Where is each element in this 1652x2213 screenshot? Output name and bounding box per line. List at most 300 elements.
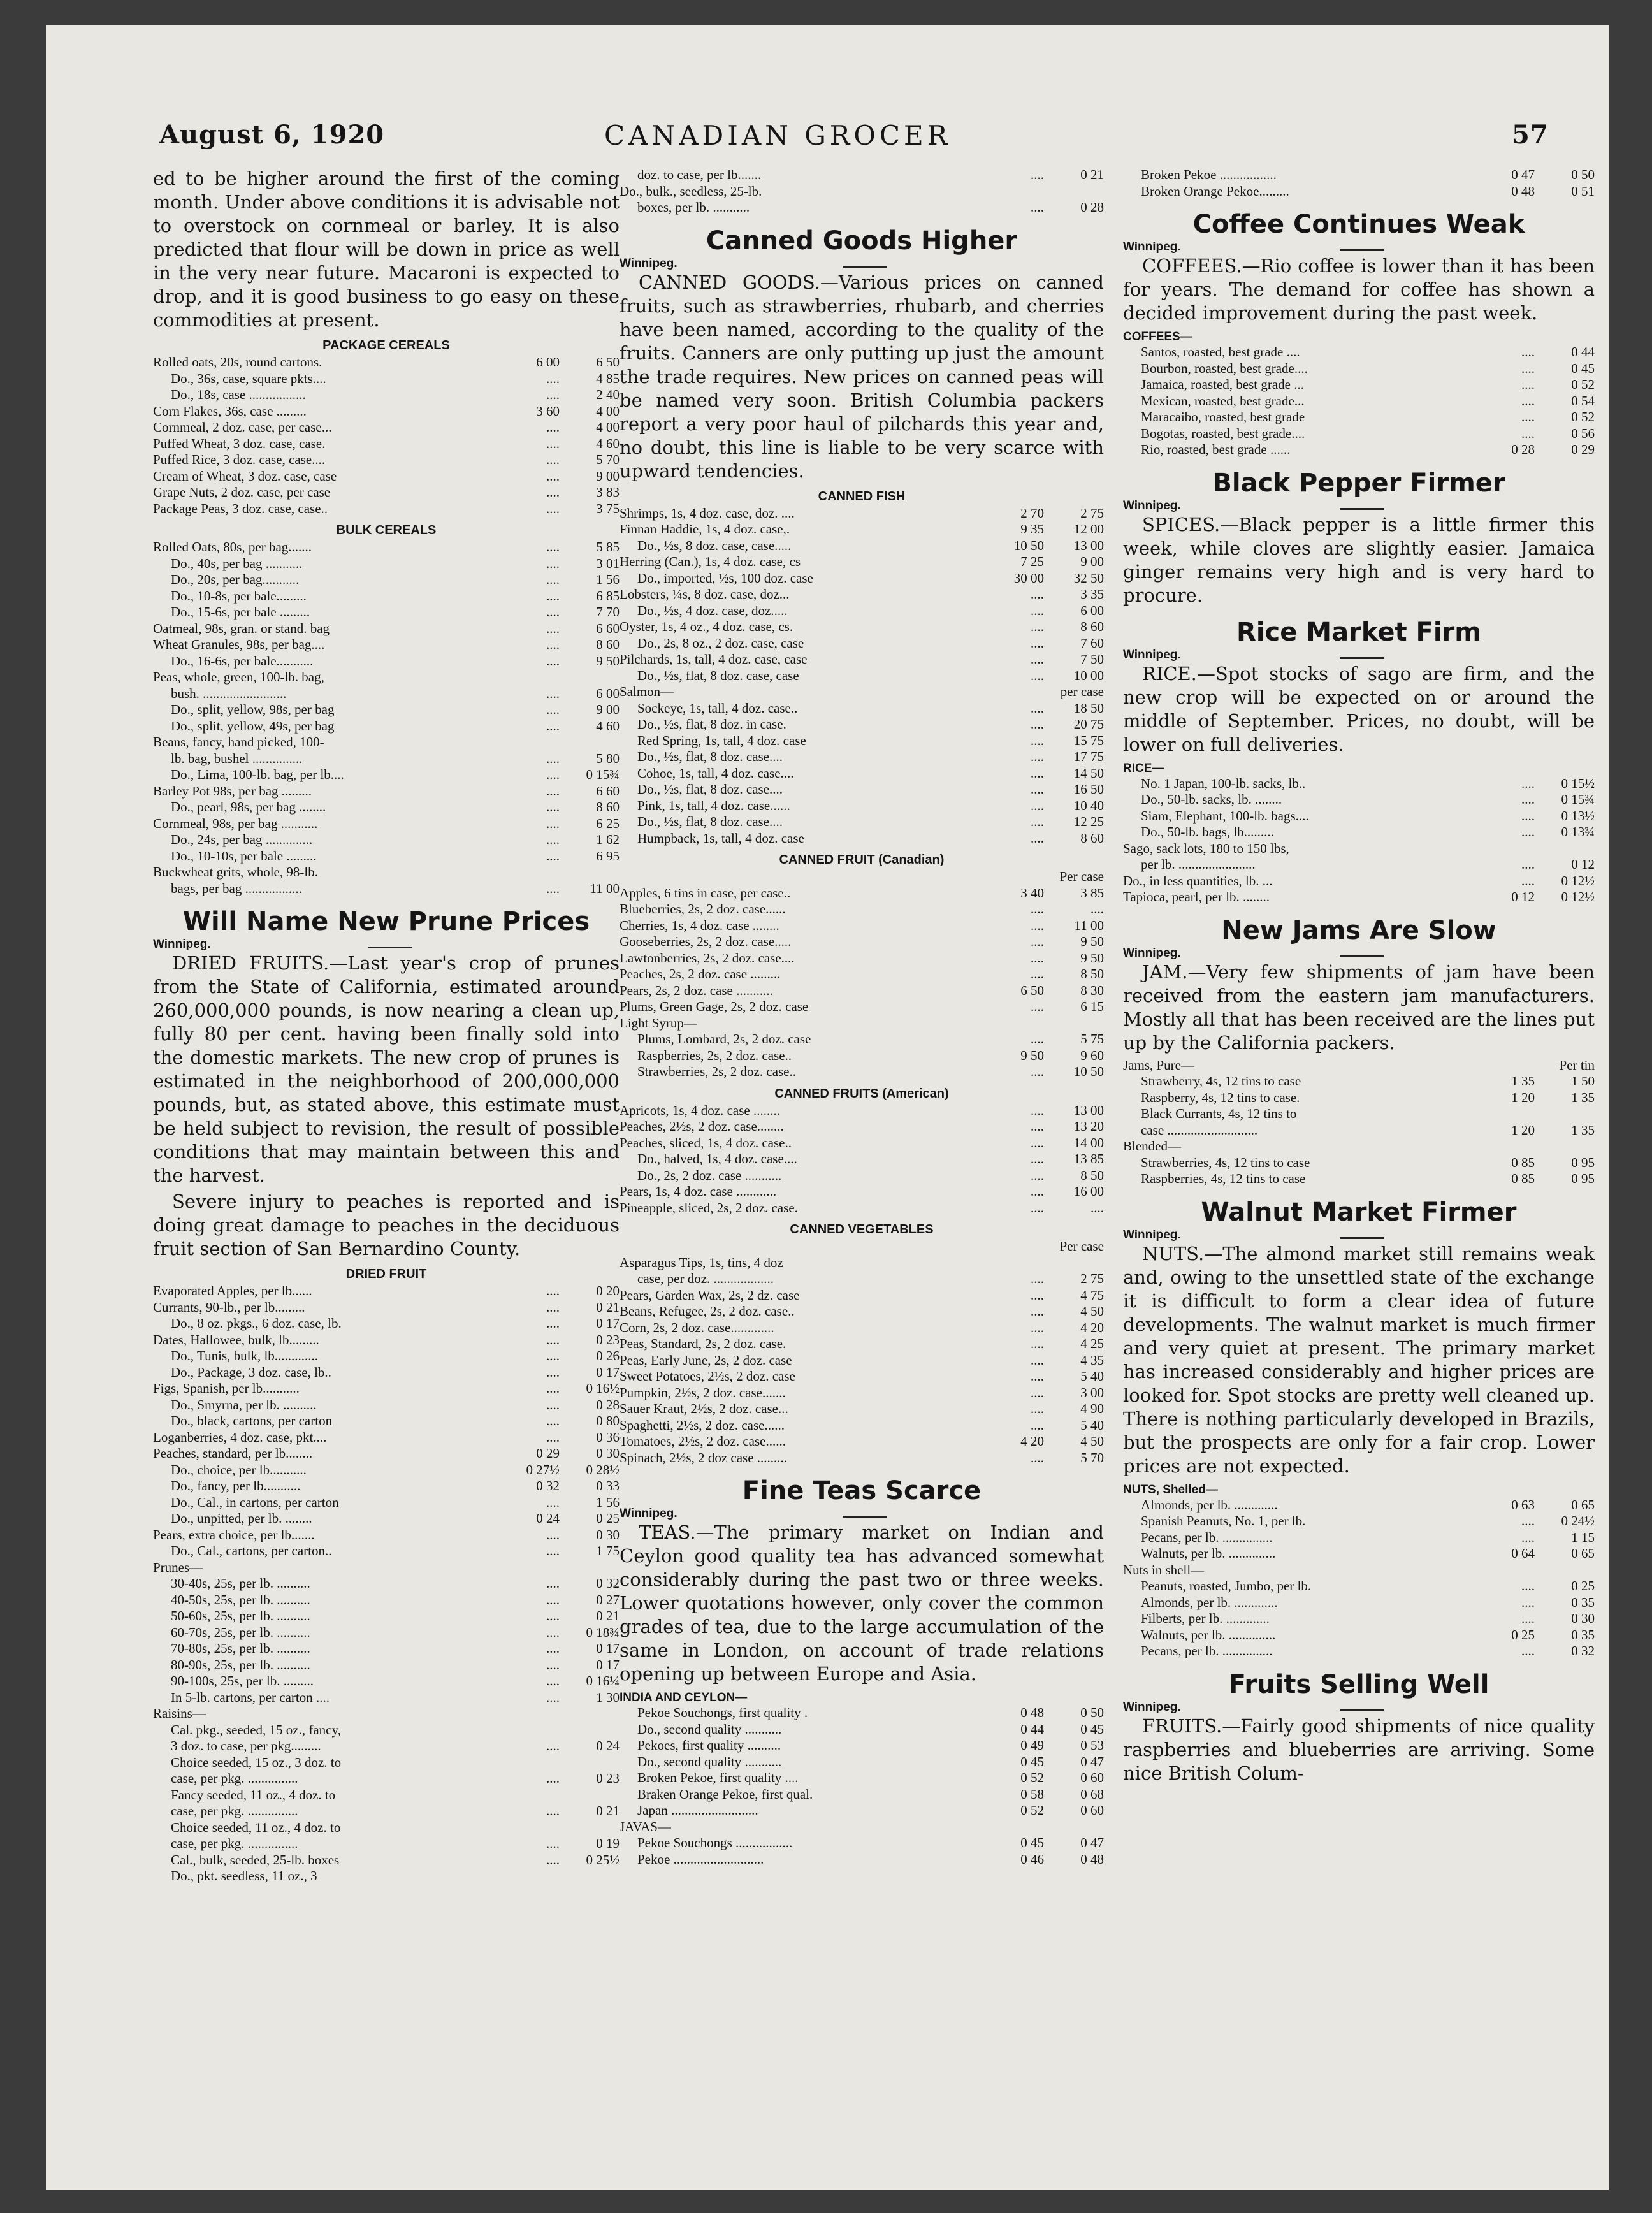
price-row (620, 983, 1104, 999)
item-description: Broken Orange Pekoe......... (1141, 183, 1289, 199)
price-row (620, 1803, 1104, 1819)
item-description: Do., 18s, case ................. (171, 387, 306, 402)
price-low: 0 32 (536, 1478, 560, 1493)
price-low: 0 29 (536, 1446, 560, 1461)
price-low: .... (546, 750, 560, 766)
price-low: .... (1521, 1529, 1535, 1545)
price-row (153, 637, 620, 653)
price-high: 12 25 (1073, 814, 1104, 829)
item-description: Humpback, 1s, tall, 4 doz. case (637, 830, 804, 846)
item-description: Cal. pkg., seeded, 15 oz., fancy, (171, 1722, 341, 1738)
dateline-rule (843, 1516, 887, 1518)
price-low (990, 1819, 1044, 1836)
item-description: Shrimps, 1s, 4 doz. case, doz. .... (620, 505, 795, 521)
price-low: .... (1521, 1611, 1535, 1626)
price-high: 0 35 (1571, 1627, 1595, 1643)
item-description: 60-70s, 25s, per lb. .......... (171, 1624, 310, 1640)
item-description: Cornmeal, 98s, per bag ........... (153, 815, 318, 831)
price-high: 0 21 (596, 1803, 620, 1818)
price-low (506, 864, 560, 881)
price-row (1123, 1497, 1595, 1514)
item-description: per lb. ....................... (1141, 857, 1256, 872)
item-description: Pekoe Souchongs, first quality . (637, 1705, 808, 1720)
price-high: 0 23 (596, 1771, 620, 1786)
price-high: 1 35 (1571, 1089, 1595, 1105)
item-description: Do., 2s, 2 doz. case ........... (637, 1167, 782, 1183)
price-low: 0 63 (1511, 1497, 1535, 1513)
price-row (620, 1303, 1104, 1320)
price-low: .... (546, 588, 560, 604)
column-middle (620, 167, 1104, 1868)
item-description: Do., halved, 1s, 4 doz. case.... (637, 1151, 797, 1166)
price-high: 3 83 (596, 484, 620, 500)
item-description: Do., split, yellow, 49s, per bag (171, 718, 335, 734)
price-low: .... (1031, 830, 1044, 846)
price-high: 0 60 (1080, 1803, 1104, 1818)
price-high: 0 36 (596, 1429, 620, 1445)
coffee-table (1123, 344, 1595, 458)
price-high: 3 35 (1080, 586, 1104, 602)
price-row (620, 684, 1104, 700)
price-row (153, 832, 620, 848)
price-high: 0 52 (1571, 377, 1595, 392)
item-description: Tapioca, pearl, per lb. ........ (1123, 889, 1270, 904)
dateline-rule (1340, 249, 1384, 251)
item-description: Finnan Haddie, 1s, 4 doz. case,. (620, 521, 790, 537)
price-high: 0 17 (596, 1657, 620, 1672)
price-high: 3 00 (1080, 1384, 1104, 1400)
price-high: 0 29 (1571, 442, 1595, 457)
price-high (1535, 1562, 1595, 1579)
item-description: Cohoe, 1s, tall, 4 doz. case.... (637, 765, 794, 781)
item-description: Do., Cal., in cartons, per carton (171, 1494, 339, 1510)
price-high (1044, 1255, 1104, 1272)
item-description: Jams, Pure— (1123, 1057, 1194, 1073)
item-description: Strawberry, 4s, 12 tins to case (1141, 1073, 1301, 1089)
price-high: 8 50 (1080, 966, 1104, 982)
price-row (153, 572, 620, 588)
price-row (1123, 857, 1595, 873)
price-row (620, 1770, 1104, 1787)
price-high: 0 18¾ (586, 1624, 620, 1640)
price-high: 0 44 (1571, 344, 1595, 359)
price-low: .... (546, 1836, 560, 1851)
price-low: .... (1521, 344, 1535, 359)
price-low: 1 35 (1511, 1073, 1535, 1089)
item-description: Plums, Lombard, 2s, 2 doz. case (637, 1031, 811, 1047)
price-high: 0 21 (1080, 167, 1104, 182)
item-description: Broken Pekoe ................. (1141, 167, 1277, 182)
item-description: Do., choice, per lb........... (171, 1462, 307, 1477)
price-high: 0 17 (596, 1316, 620, 1331)
item-description: Lawtonberries, 2s, 2 doz. case.... (620, 950, 795, 966)
item-description: Sockeye, 1s, tall, 4 doz. case.. (637, 700, 798, 716)
price-high: 16 00 (1073, 1184, 1104, 1199)
page-number: 57 (1512, 120, 1549, 150)
price-row (153, 1462, 620, 1479)
price-low: .... (546, 468, 560, 484)
price-high: 0 65 (1571, 1546, 1595, 1561)
price-row (153, 1706, 620, 1722)
nuts-shelled-label: NUTS, Shelled— (1123, 1483, 1218, 1497)
price-low: .... (546, 1283, 560, 1298)
price-row (620, 814, 1104, 831)
price-high: 0 30 (596, 1527, 620, 1542)
price-low: .... (1521, 393, 1535, 409)
item-description: Sago, sack lots, 180 to 150 lbs, (1123, 840, 1289, 856)
price-row (153, 621, 620, 637)
price-row (153, 1300, 620, 1316)
item-description: Bogotas, roasted, best grade.... (1141, 425, 1305, 441)
price-low: .... (1031, 917, 1044, 933)
price-high: 0 47 (1080, 1753, 1104, 1769)
price-row (620, 869, 1104, 885)
item-description: Black Currants, 4s, 12 tins to (1141, 1106, 1297, 1121)
price-row (620, 1151, 1104, 1168)
price-low (990, 1015, 1044, 1032)
price-high: 0 80 (596, 1413, 620, 1428)
price-low: .... (1031, 950, 1044, 966)
price-row (153, 734, 620, 751)
dateline-text: Winnipeg. (153, 938, 211, 951)
price-high: .... (1090, 901, 1104, 917)
price-low (1481, 1138, 1535, 1155)
price-low: .... (1031, 651, 1044, 667)
price-high (560, 1706, 620, 1722)
item-description: Asparagus Tips, 1s, tins, 4 doz (620, 1254, 783, 1270)
price-low: 0 24 (536, 1511, 560, 1526)
price-low: .... (1521, 425, 1535, 441)
price-low: .... (546, 1299, 560, 1315)
item-description: Beans, fancy, hand picked, 100- (153, 734, 324, 750)
price-high: 4 35 (1080, 1352, 1104, 1368)
price-row (620, 1200, 1104, 1217)
price-low: .... (1521, 1578, 1535, 1593)
price-row (1123, 1643, 1595, 1660)
price-row (1123, 393, 1595, 410)
price-low: .... (1031, 200, 1044, 215)
price-row (1123, 409, 1595, 426)
price-row (1123, 1578, 1595, 1595)
price-row (620, 1368, 1104, 1385)
item-description: Nuts in shell— (1123, 1562, 1205, 1578)
price-low: .... (1031, 1184, 1044, 1199)
price-row (620, 635, 1104, 652)
price-low: .... (546, 500, 560, 516)
price-row (153, 1283, 620, 1300)
price-row (620, 554, 1104, 570)
nuts-table (1123, 1497, 1595, 1660)
price-high: 5 80 (596, 750, 620, 766)
price-row (620, 950, 1104, 967)
item-description (620, 869, 990, 885)
item-description: Peaches, 2s, 2 doz. case ......... (620, 966, 781, 982)
item-description: bags, per bag ................. (171, 880, 302, 896)
walnut-headline: Walnut Market Firmer (1201, 1197, 1517, 1227)
item-description: Pekoes, first quality .......... (637, 1738, 781, 1753)
price-high: 0 13¾ (1561, 824, 1595, 839)
price-low (990, 1255, 1044, 1272)
price-row (620, 1819, 1104, 1836)
item-description: Pineapple, sliced, 2s, 2 doz. case. (620, 1200, 798, 1215)
item-description: Cream of Wheat, 3 doz. case, case (153, 468, 337, 484)
item-description: Do., 15-6s, per bale ......... (171, 604, 310, 620)
price-row (620, 1064, 1104, 1080)
price-high: 1 30 (596, 1689, 620, 1705)
price-high: 0 30 (1571, 1611, 1595, 1626)
item-description: Raspberries, 4s, 12 tins to case (1141, 1171, 1306, 1186)
teas-table (620, 1705, 1104, 1868)
price-low: .... (546, 1673, 560, 1688)
item-description: Puffed Rice, 3 doz. case, case.... (153, 452, 326, 467)
item-description: Pumpkin, 2½s, 2 doz. case....... (620, 1384, 786, 1400)
price-row (1123, 776, 1595, 792)
price-low (990, 1238, 1044, 1255)
item-description: Siam, Elephant, 100-lb. bags.... (1141, 808, 1309, 824)
price-low (506, 1755, 560, 1771)
price-row (620, 1119, 1104, 1135)
price-low (506, 734, 560, 751)
price-low: .... (1031, 1271, 1044, 1286)
item-description: Do., ½s, flat, 8 doz. case.... (637, 814, 783, 829)
item-description: Rio, roasted, best grade ...... (1141, 442, 1291, 457)
price-row (620, 1135, 1104, 1152)
price-row (1123, 792, 1595, 808)
price-row (153, 1722, 620, 1739)
item-description: Do., Package, 3 doz. case, lb.. (171, 1364, 331, 1380)
item-description: Package Peas, 3 doz. case, case.. (153, 500, 328, 516)
price-high: 4 90 (1080, 1401, 1104, 1416)
price-row (620, 570, 1104, 587)
rice-paragraph: RICE.—Spot stocks of sago are firm, and the new crop will be expected on or around the middle of September. Prices, no doubt, will be lower on full deliveries. (1123, 662, 1595, 755)
price-low: 30 00 (1013, 570, 1044, 586)
price-high: 0 25 (596, 1511, 620, 1526)
price-high: 0 15¾ (1561, 792, 1595, 807)
item-description: boxes, per lb. ........... (637, 200, 750, 215)
price-low: 0 44 (1020, 1721, 1044, 1737)
item-description: Strawberries, 2s, 2 doz. case.. (637, 1064, 797, 1079)
canned-fruit-american-heading: CANNED FRUITS (American) (774, 1086, 949, 1101)
price-low: .... (1031, 1151, 1044, 1166)
price-low (506, 669, 560, 686)
price-high: 0 52 (1571, 409, 1595, 424)
price-row (153, 1316, 620, 1332)
price-row (153, 1820, 620, 1836)
item-description: Do., Smyrna, per lb. .......... (171, 1397, 317, 1412)
price-high (560, 1560, 620, 1576)
canned-fruit-canadian-table (620, 869, 1104, 1080)
price-row (1123, 184, 1595, 200)
price-low: .... (546, 799, 560, 815)
price-low: .... (1521, 409, 1535, 424)
item-description: Oatmeal, 98s, gran. or stand. bag (153, 620, 330, 636)
price-high (560, 1787, 620, 1804)
price-high (560, 1820, 620, 1836)
item-description: Maracaibo, roasted, best grade (1141, 409, 1305, 424)
item-description: Do., ½s, flat, 8 doz. case, case (637, 667, 799, 683)
price-high: 32 50 (1073, 570, 1104, 586)
price-high: 0 17 (596, 1364, 620, 1380)
price-high: 6 95 (596, 848, 620, 864)
price-row (620, 1433, 1104, 1450)
price-low (990, 869, 1044, 885)
price-row (620, 716, 1104, 733)
item-description: Japan .......................... (637, 1803, 758, 1818)
price-row (620, 1320, 1104, 1337)
price-low: 9 35 (1020, 521, 1044, 537)
price-high: 1 56 (596, 572, 620, 587)
item-description: Jamaica, roasted, best grade ... (1141, 377, 1304, 392)
item-description: Pears, 1s, 4 doz. case ............ (620, 1184, 777, 1199)
teas-dateline (620, 1507, 1104, 1521)
price-low: .... (1521, 824, 1535, 839)
price-high: 0 47 (1080, 1835, 1104, 1850)
price-low: .... (546, 572, 560, 587)
item-description: Do., pkt. seedless, 11 oz., 3 (171, 1868, 317, 1883)
price-row (153, 1332, 620, 1349)
price-high: 0 23 (596, 1331, 620, 1347)
price-row (620, 1705, 1104, 1722)
item-description: Do., second quality ........... (637, 1721, 782, 1737)
price-low: .... (546, 1429, 560, 1445)
price-high: 0 50 (1080, 1705, 1104, 1720)
item-description: Almonds, per lb. ............. (1141, 1594, 1278, 1610)
price-low: 3 60 (536, 403, 560, 419)
price-row (153, 1397, 620, 1414)
pepper-headline: Black Pepper Firmer (1212, 468, 1505, 498)
item-description: Santos, roasted, best grade .... (1141, 344, 1300, 359)
price-row (620, 200, 1104, 216)
item-description: Pecans, per lb. ............... (1141, 1643, 1273, 1658)
price-low: 0 28 (1511, 442, 1535, 457)
price-low: 0 64 (1511, 1546, 1535, 1561)
dateline-rule (1340, 508, 1384, 510)
price-high: 0 95 (1571, 1154, 1595, 1170)
item-description: Pekoe ........................... (637, 1851, 764, 1867)
item-description: Do., 16-6s, per bale........... (171, 653, 314, 669)
price-high: 8 60 (1080, 619, 1104, 634)
item-description: Do., Tunis, bulk, lb............. (171, 1348, 319, 1363)
price-high: 0 32 (596, 1576, 620, 1591)
price-low: .... (546, 783, 560, 799)
price-high: 0 21 (596, 1608, 620, 1623)
item-description: Spinach, 2½s, 2 doz case ......... (620, 1449, 788, 1465)
price-high: 0 26 (596, 1348, 620, 1363)
price-high: 0 27 (596, 1592, 620, 1607)
price-high: 0 53 (1080, 1738, 1104, 1753)
price-row (620, 749, 1104, 765)
canned-vegetables-table (620, 1238, 1104, 1466)
price-low: .... (1031, 667, 1044, 683)
prune-headline: Will Name New Prune Prices (182, 907, 590, 936)
price-low: .... (546, 637, 560, 652)
price-high: 2 75 (1080, 505, 1104, 521)
item-description: Buckwheat grits, whole, 98-lb. (153, 864, 318, 880)
price-row (1123, 841, 1595, 857)
price-low: .... (546, 1331, 560, 1347)
price-row (153, 556, 620, 572)
item-description: Pekoe Souchongs ................. (637, 1835, 793, 1850)
price-row (620, 1238, 1104, 1255)
price-row (153, 1495, 620, 1511)
price-low: .... (546, 1624, 560, 1640)
price-row (153, 751, 620, 767)
item-description: Do., pearl, 98s, per bag ........ (171, 799, 326, 815)
item-description: Blended— (1123, 1138, 1181, 1154)
item-description: Strawberries, 4s, 12 tins to case (1141, 1154, 1310, 1170)
price-low: .... (546, 452, 560, 467)
price-row (1123, 426, 1595, 442)
item-description: 50-60s, 25s, per lb. .......... (171, 1608, 310, 1623)
price-row (620, 1048, 1104, 1064)
item-description: Tomatoes, 2½s, 2 doz. case...... (620, 1433, 786, 1449)
item-description: Salmon— (620, 684, 674, 699)
price-high: 8 50 (1080, 1167, 1104, 1183)
price-high: 0 28 (1080, 200, 1104, 215)
dateline-text: Winnipeg. (1123, 1228, 1181, 1242)
price-high: 14 50 (1073, 765, 1104, 781)
price-row (1123, 442, 1595, 458)
item-description: Peas, Standard, 2s, 2 doz. case. (620, 1336, 786, 1351)
price-high: 0 50 (1571, 167, 1595, 182)
item-description: Peaches, sliced, 1s, 4 doz. case.. (620, 1135, 792, 1150)
price-row (1123, 1546, 1595, 1562)
intro-paragraph: ed to be higher around the first of the coming month. Under above conditions it is advisable not to overstock on cornmeal or barley. It is also predicted that flour will be down in price as well in the very near future. Macaroni is expected to drop, and it is good business to go easy on these commodities at present. (153, 168, 620, 331)
price-low: 0 48 (1511, 183, 1535, 199)
price-row (153, 1673, 620, 1690)
price-high: 0 17 (596, 1641, 620, 1656)
price-high: 0 54 (1571, 393, 1595, 409)
price-row (153, 1625, 620, 1641)
item-description: In 5-lb. cartons, per carton .... (171, 1689, 330, 1705)
price-row (153, 669, 620, 686)
price-high: 4 20 (1080, 1319, 1104, 1335)
price-low: .... (546, 1852, 560, 1868)
price-row (1123, 1122, 1595, 1139)
column-right (1123, 167, 1595, 1788)
price-high: 0 25½ (586, 1852, 620, 1868)
dateline-rule (843, 266, 887, 268)
price-low: .... (546, 370, 560, 386)
price-row (153, 799, 620, 816)
price-row (620, 1015, 1104, 1032)
price-row (153, 1348, 620, 1365)
coffee-headline: Coffee Continues Weak (1192, 210, 1525, 239)
price-row (1123, 167, 1595, 184)
price-low: .... (546, 1803, 560, 1818)
price-low: 0 45 (1020, 1753, 1044, 1769)
price-high: 0 48 (1080, 1851, 1104, 1867)
price-high (560, 734, 620, 751)
price-high: 0 12½ (1561, 889, 1595, 904)
price-low: 6 00 (536, 354, 560, 370)
price-high: 1 75 (596, 1543, 620, 1558)
price-high: 3 85 (1080, 885, 1104, 901)
price-low: .... (1031, 586, 1044, 602)
price-low: .... (546, 880, 560, 896)
item-description: case, per pkg. ............... (171, 1771, 298, 1786)
price-low: .... (546, 1348, 560, 1363)
price-row (620, 603, 1104, 620)
price-high (1535, 1106, 1595, 1122)
price-high: 6 15 (1080, 999, 1104, 1014)
jam-table (1123, 1057, 1595, 1187)
price-row (153, 653, 620, 670)
price-high: 1 50 (1571, 1073, 1595, 1089)
item-description: Do., Lima, 100-lb. bag, per lb.... (171, 767, 344, 782)
teas-paragraph: TEAS.—The primary market on Indian and Ceylon good quality tea has advanced somewhat considerably during the past two or three weeks. Lower quotations however, only cover the common grades of tea, due to the large accumulation of the same in London, on account of trade relations opening up between Europe and Asia. (620, 1521, 1104, 1685)
price-high: 9 60 (1080, 1047, 1104, 1063)
